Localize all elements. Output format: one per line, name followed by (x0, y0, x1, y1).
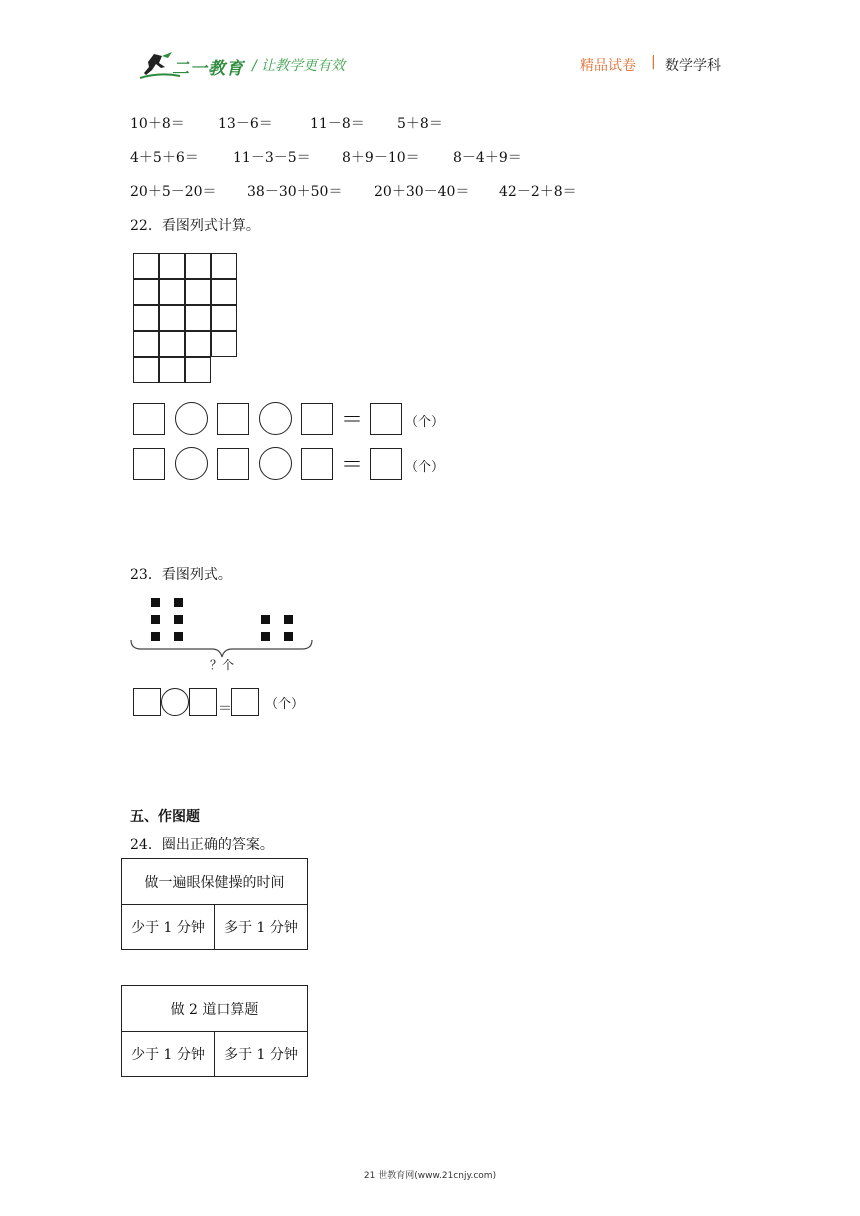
equation: 42－2＋8＝ (499, 184, 577, 200)
unit-label: （个） (405, 415, 445, 430)
choice-table-1 (121, 858, 308, 950)
grid-cell (159, 279, 185, 305)
equation: 8＋9－10＝ (342, 150, 420, 166)
answer-box[interactable] (133, 448, 165, 480)
section-title: 五、作图题 (130, 809, 200, 825)
question-24-title: 24．圈出正确的答案。 (130, 837, 274, 853)
question-22-title: 22．看图列式计算。 (130, 218, 260, 234)
option-cell[interactable]: 多于 1 分钟 (215, 905, 308, 950)
grid-cell (185, 305, 211, 331)
grid-cell (133, 305, 159, 331)
equation: 5＋8＝ (397, 116, 443, 132)
operator-circle[interactable] (259, 447, 292, 480)
operator-circle[interactable] (175, 447, 208, 480)
equation: 10＋8＝ (130, 116, 185, 132)
answer-box[interactable] (133, 403, 165, 435)
grid-cell (133, 279, 159, 305)
equation: 38－30＋50＝ (247, 184, 343, 200)
header-subject: 数学学科 (665, 58, 721, 74)
dot-marker (284, 615, 293, 624)
header-label: 精品试卷 (580, 58, 636, 74)
operator-circle[interactable] (161, 688, 189, 716)
answer-box[interactable] (217, 403, 249, 435)
grid-cell (185, 357, 211, 383)
equation: 13－6＝ (218, 116, 273, 132)
equation: 8－4＋9＝ (453, 150, 522, 166)
answer-box[interactable] (370, 448, 402, 480)
grid-cell (211, 305, 237, 331)
grid-cell (159, 357, 185, 383)
grid-cell (211, 253, 237, 279)
answer-box[interactable] (301, 448, 333, 480)
grid-cell (185, 279, 211, 305)
question-23-title: 23．看图列式。 (130, 567, 232, 583)
footer-text: 21 世教育网(www.21cnjy.com) (363, 1171, 497, 1181)
grid-cell (159, 331, 185, 357)
answer-box[interactable] (231, 688, 259, 716)
equation: 11－3－5＝ (233, 150, 311, 166)
unit-label: （个） (405, 460, 445, 475)
unit-label: （个） (265, 697, 305, 712)
table-header: 做 2 道口算题 (122, 986, 308, 1032)
table-header: 做一遍眼保健操的时间 (122, 859, 308, 905)
answer-box[interactable] (133, 688, 161, 716)
dot-marker (174, 598, 183, 607)
operator-circle[interactable] (259, 402, 292, 435)
slogan: / 让教学更有效 (252, 58, 346, 74)
equation: 4＋5＋6＝ (130, 150, 199, 166)
equals-sign: ＝ (341, 453, 364, 478)
dot-marker (261, 615, 270, 624)
answer-box[interactable] (189, 688, 217, 716)
answer-box[interactable] (217, 448, 249, 480)
grid-cell (159, 253, 185, 279)
choice-table-2 (121, 985, 308, 1077)
dot-marker (151, 615, 160, 624)
brace-label: ？个 (210, 658, 235, 672)
equals-sign: ＝ (341, 408, 364, 433)
grid-cell (133, 357, 159, 383)
grid-cell (211, 279, 237, 305)
square-grid (133, 253, 241, 385)
grid-cell (159, 305, 185, 331)
option-cell[interactable]: 少于 1 分钟 (122, 905, 215, 950)
option-cell[interactable]: 多于 1 分钟 (215, 1032, 308, 1077)
grid-cell (185, 253, 211, 279)
grid-cell (133, 331, 159, 357)
equation: 20＋30－40＝ (374, 184, 470, 200)
header-separator: | (651, 54, 656, 70)
dot-marker (174, 615, 183, 624)
answer-box[interactable] (370, 403, 402, 435)
logo-text: 二一教育 (172, 59, 244, 79)
grid-cell (185, 331, 211, 357)
option-cell[interactable]: 少于 1 分钟 (122, 1032, 215, 1077)
equals-sign: ＝ (218, 701, 232, 717)
answer-box[interactable] (301, 403, 333, 435)
grid-cell (133, 253, 159, 279)
brace (128, 638, 318, 658)
dot-marker (151, 598, 160, 607)
grid-cell (211, 331, 237, 357)
equation: 20＋5－20＝ (130, 184, 217, 200)
operator-circle[interactable] (175, 402, 208, 435)
equation: 11－8＝ (310, 116, 365, 132)
